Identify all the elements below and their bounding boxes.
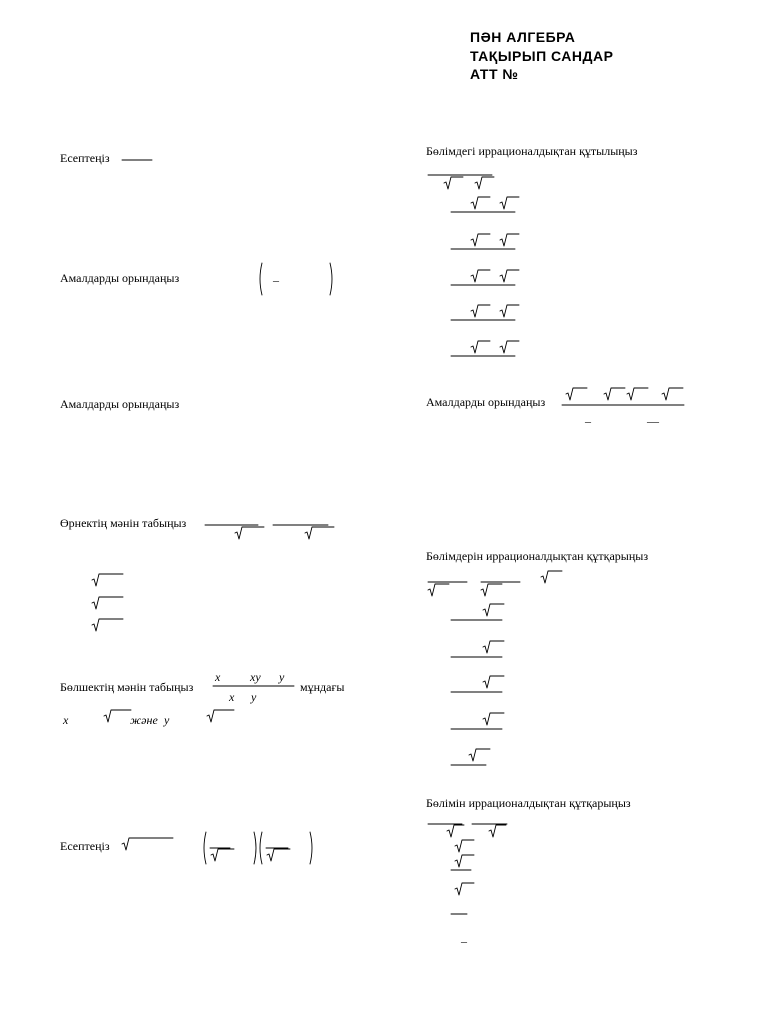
left-task-5-label: Бөлшектің мәнін табыңыз — [60, 680, 194, 694]
radical-sign — [481, 584, 502, 596]
task5-denominator-y: y — [251, 690, 257, 704]
close-parenthesis — [330, 263, 332, 295]
radical-sign — [267, 849, 290, 861]
radical-sign — [207, 710, 234, 722]
left-task-2-label: Амалдарды орындаңыз — [60, 271, 180, 285]
radical-sign — [483, 641, 504, 653]
radical-sign — [92, 619, 123, 631]
radical-sign — [475, 177, 494, 189]
radical-sign — [211, 849, 234, 861]
name-line: АТТ № — [470, 66, 519, 82]
radical-sign — [500, 305, 519, 317]
radical-sign — [489, 825, 506, 837]
radical-sign — [604, 388, 625, 400]
radical-sign — [104, 710, 131, 722]
right-task-2-label: Амалдарды орындаңыз — [426, 395, 546, 409]
right-task-2-minus-long: — — [647, 414, 659, 428]
radical-sign — [471, 341, 490, 353]
task5-and-label: және — [130, 713, 158, 727]
close-parenthesis — [310, 832, 312, 864]
task5-numerator-x: x — [215, 670, 221, 684]
radical-sign — [662, 388, 683, 400]
task5-where-label: мұндағы — [300, 680, 345, 694]
left-task-3-label: Амалдарды орындаңыз — [60, 397, 180, 411]
task5-var-x: x — [63, 713, 69, 727]
radical-sign — [471, 305, 490, 317]
open-parenthesis — [260, 263, 262, 295]
radical-sign — [500, 341, 519, 353]
radical-sign — [500, 270, 519, 282]
left-task-2-minus: – — [273, 273, 279, 287]
right-task-4-label: Бөлімін иррационалдықтан құтқарыңыз — [426, 796, 631, 810]
topic-line: ТАҚЫРЫП САНДАР — [470, 47, 614, 64]
open-parenthesis — [204, 832, 206, 864]
radical-sign — [455, 840, 474, 852]
right-task-4-minus: – — [461, 934, 467, 948]
subject-line: ПӘН АЛГЕБРА — [470, 29, 576, 45]
right-task-3-label: Бөлімдерін иррационалдықтан құтқарыңыз — [426, 549, 649, 563]
task5-numerator-xy: xy — [250, 670, 261, 684]
radical-sign — [455, 855, 474, 867]
radical-sign — [483, 713, 504, 725]
radical-sign — [235, 527, 264, 539]
left-task-6-label: Есептеңіз — [60, 839, 110, 853]
radical-sign — [500, 234, 519, 246]
task5-var-y: y — [164, 713, 170, 727]
radical-sign — [541, 571, 562, 583]
radical-sign — [92, 597, 123, 609]
radical-sign — [447, 825, 464, 837]
left-task-1-label: Есептеңіз — [60, 151, 110, 165]
right-task-2-minus: – — [585, 414, 591, 428]
radical-sign — [92, 574, 123, 586]
radical-sign — [122, 838, 173, 850]
radical-sign — [471, 197, 490, 209]
radical-sign — [627, 388, 648, 400]
radical-sign — [455, 883, 474, 895]
radical-sign — [428, 584, 449, 596]
radical-sign — [469, 749, 490, 761]
radical-sign — [566, 388, 587, 400]
close-parenthesis — [254, 832, 256, 864]
radical-sign — [471, 270, 490, 282]
task5-numerator-y: y — [279, 670, 285, 684]
radical-sign — [444, 177, 463, 189]
right-task-1-label: Бөлімдегі иррационалдықтан құтылыңыз — [426, 144, 638, 158]
radical-sign — [471, 234, 490, 246]
radical-sign — [483, 604, 504, 616]
radical-sign — [500, 197, 519, 209]
left-task-4-label: Өрнектің мәнін табыңыз — [60, 516, 187, 530]
radical-sign — [305, 527, 334, 539]
radical-sign — [483, 676, 504, 688]
task5-denominator-x: x — [229, 690, 235, 704]
open-parenthesis — [260, 832, 262, 864]
